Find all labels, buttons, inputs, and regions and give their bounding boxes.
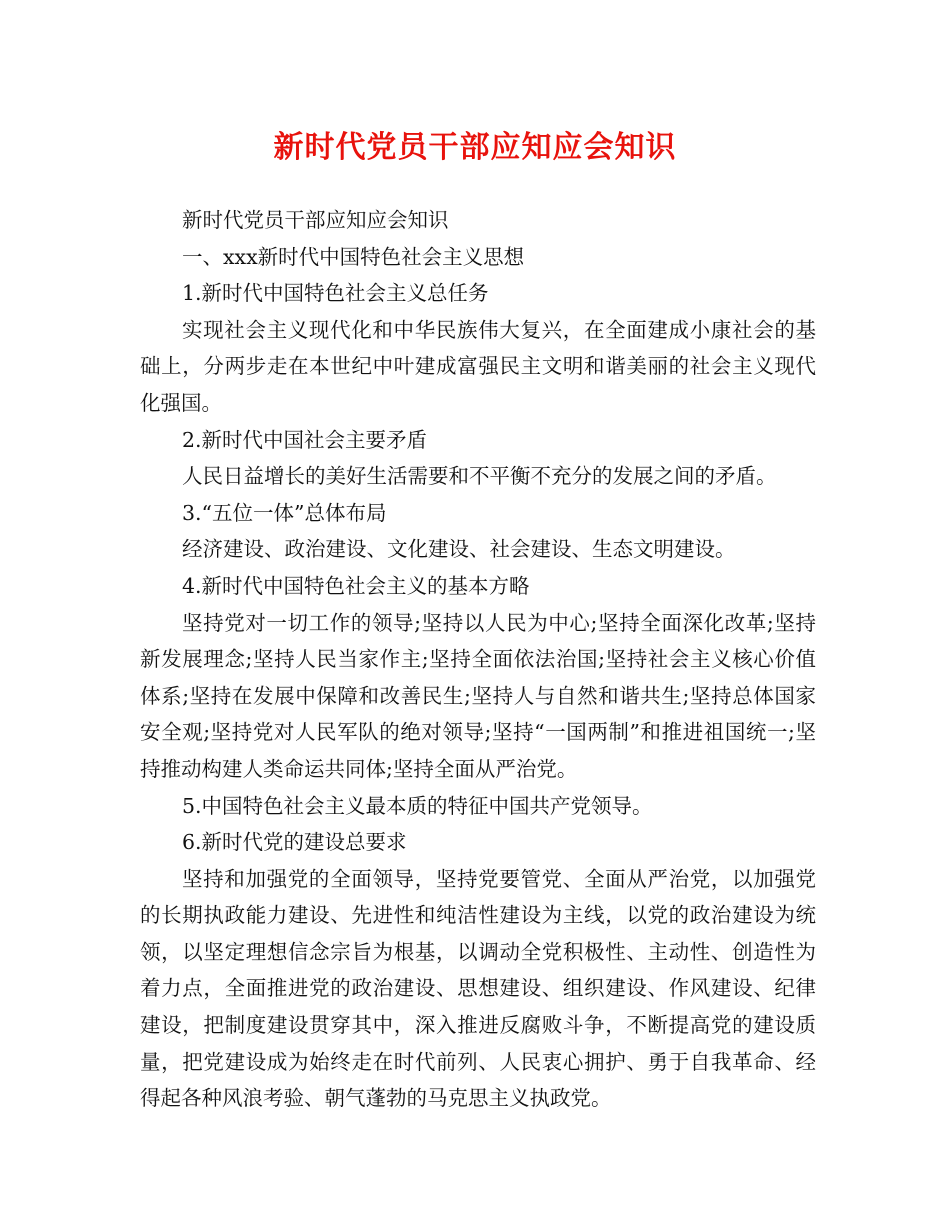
paragraph-item-heading-2: 2.新时代中国社会主要矛盾 [182,427,428,452]
paragraph-item-heading-1: 1.新时代中国特色社会主义总任务 [182,281,489,306]
paragraph-item-body-4: 坚持党对一切工作的领导;坚持以人民为中心;坚持全面深化改革;坚持新发展理念;坚持人民当家作主;坚持全面依法治国;坚持社会主义核心价值体系;坚持在发展中保障和改善民生;坚持人与自然和谐共生;坚持总体国家安全观;坚持党对人民军队的绝对领导;坚持“一国两制”和推进祖国统一;坚持推动构建人类命运共同体;坚持全面从严治党。 [140,610,816,781]
paragraph-item-body-3: 经济建设、政治建设、文化建设、社会建设、生态文明建设。 [182,537,736,562]
paragraph-item-body-6: 坚持和加强党的全面领导，坚持党要管党、全面从严治党，以加强党的长期执政能力建设、先进性和纯洁性建设为主线，以党的政治建设为统领，以坚定理想信念宗旨为根基，以调动全党积极性、主动性、创造性为着力点，全面推进党的政治建设、思想建设、组织建设、作风建设、纪律建设，把制度建设贯穿其中，深入推进反腐败斗争，不断提高党的建设质量，把党建设成为始终走在时代前列、人民衷心拥护、勇于自我革命、经得起各种风浪考验、朝气蓬勃的马克思主义执政党。 [140,866,816,1111]
document-title: 新时代党员干部应知应会知识 [273,130,677,165]
paragraph-item-heading-6: 6.新时代党的建设总要求 [182,830,407,855]
paragraph-item-body-1: 实现社会主义现代化和中华民族伟大复兴，在全面建成小康社会的基础上，分两步走在本世纪中叶建成富强民主文明和谐美丽的社会主义现代化强国。 [140,317,816,415]
document-body [140,202,816,1117]
paragraph-item-heading-3: 3.“五位一体”总体布局 [182,500,387,525]
paragraph-item-heading-4: 4.新时代中国特色社会主义的基本方略 [182,573,530,598]
paragraph-section-heading: 一、xxx新时代中国特色社会主义思想 [182,244,525,269]
paragraph-item-5: 5.中国特色社会主义最本质的特征中国共产党领导。 [182,793,653,818]
paragraph-subtitle: 新时代党员干部应知应会知识 [182,208,449,232]
paragraph-item-body-2: 人民日益增长的美好生活需要和不平衡不充分的发展之间的矛盾。 [182,464,777,489]
